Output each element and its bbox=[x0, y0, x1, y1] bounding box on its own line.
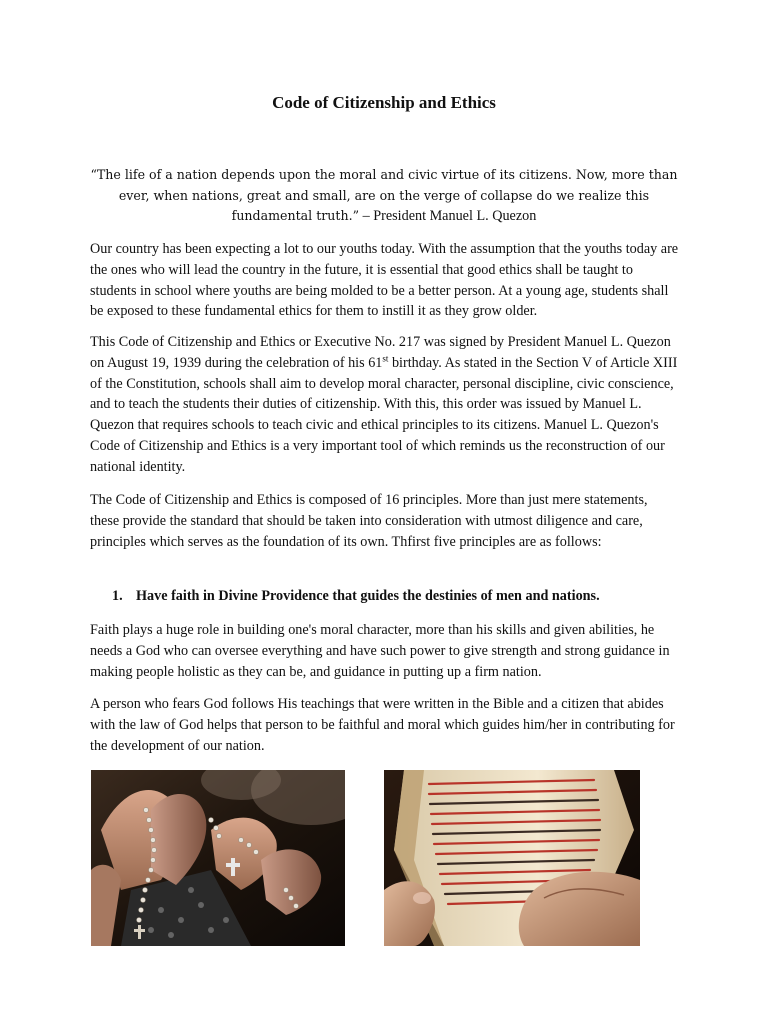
paragraph-fear-god: A person who fears God follows His teachings that were written in the Bible and a citizen that abides with the law of God helps that person to be faithful and moral which guides him/her in contributing for the development of our nation. bbox=[90, 696, 675, 754]
praying-hands-rosary-photo bbox=[91, 770, 345, 946]
paragraph-faith: Faith plays a huge role in building one's moral character, more than his skills and given abilities, he needs a God who can oversee everything and have such power to give strength and strong guidance in making people holistic as they can be, and guidance in putting up a firm nation. bbox=[90, 622, 670, 680]
ordinal-suffix: st bbox=[382, 353, 389, 364]
paragraph-executive-order-part2: birthday. As stated in the Section V of Article XIII of the Constitution, schools shall aim to develop moral character, personal discipline, civic conscience, and to teach the students their duties of citizenship. With this, this order was issued by Manuel L. Quezon that requires schools to teach civic and ethical principles to its citizens. Manuel L. Quezon's Code of Citizenship and Ethics is a very important tool of which reminds us the reconstruction of our national identity. bbox=[90, 354, 678, 475]
paragraph-executive-order-part1: This Code of Citizenship and Ethics or Executive No. 217 was signed by President Manuel L. Quezon on August 19, 1939 during the celebration of his 61 bbox=[90, 334, 671, 371]
principle-number: 1. bbox=[112, 588, 123, 604]
document-title: Code of Citizenship and Ethics bbox=[272, 93, 496, 112]
paragraph-executive-order bbox=[90, 332, 680, 478]
principle-heading-1 bbox=[112, 588, 600, 605]
paragraph-sixteen-principles: The Code of Citizenship and Ethics is composed of 16 principles. More than just mere statements, these provide the standard that should be taken into consideration with utmost diligence and care, principles which serves as the foundation of its own. Thfirst five principles are as follows: bbox=[90, 492, 648, 550]
quote-text: “The life of a nation depends upon the moral and civic virtue of its citizens. Now, more than ever, when nations, great and small, are on the verge of collapse do we realize this fundamental truth.” bbox=[90, 167, 678, 223]
paragraph-youth-ethics: Our country has been expecting a lot to our youths today. With the assumption that the youths today are the ones who will lead the country in the future, it is essential that good ethics shall be taught to students in school where youths are being molded to be a better person. At a young age, students shall be exposed to these fundamental ethics for them to instill it as they grow older. bbox=[90, 241, 679, 320]
quote-attribution: – President Manuel L. Quezon bbox=[359, 208, 537, 224]
principle-text: Have faith in Divine Providence that guides the destinies of men and nations. bbox=[136, 588, 600, 604]
bible-reading-photo bbox=[384, 770, 640, 946]
quezon-quote bbox=[90, 165, 678, 227]
